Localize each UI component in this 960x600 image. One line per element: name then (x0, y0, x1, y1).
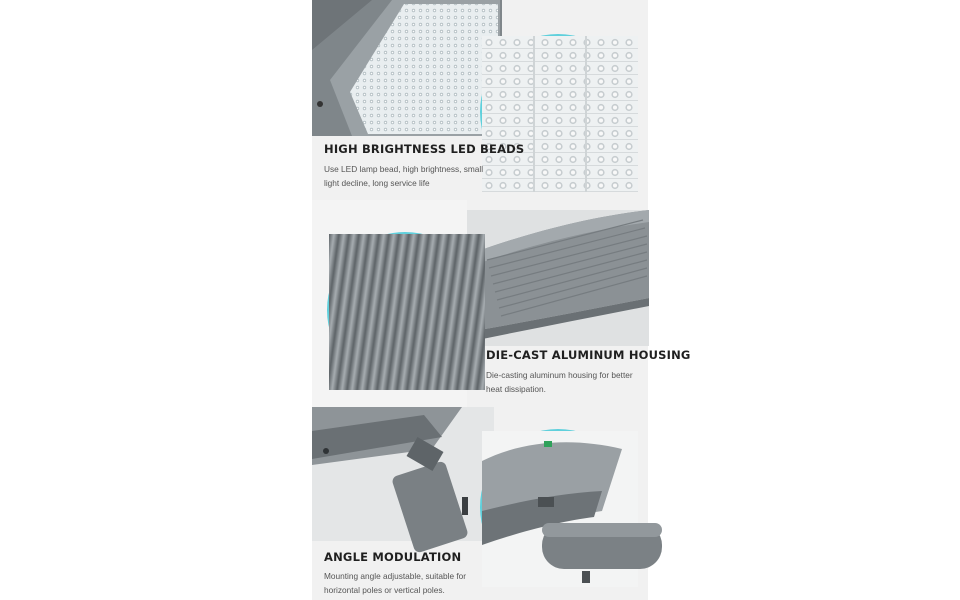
led-beads-zoom-circle (480, 34, 636, 190)
feature-title: HIGH BRIGHTNESS LED BEADS (324, 142, 525, 156)
feature-title: ANGLE MODULATION (324, 550, 462, 564)
feature-title: DIE-CAST ALUMINUM HOUSING (486, 348, 691, 362)
feature-led-beads (312, 0, 648, 200)
housing-photo (467, 210, 649, 346)
product-feature-panel (312, 0, 691, 600)
pole-mount-photo (312, 407, 494, 541)
led-lamp-photo (312, 0, 502, 136)
feature-description: Use LED lamp bead, high brightness, small light decline, long service life (324, 164, 484, 188)
feature-aluminum-housing (312, 200, 691, 407)
feature-description: Mounting angle adjustable, suitable for horizontal poles or vertical poles. (324, 571, 467, 595)
feature-description: Die-casting aluminum housing for better heat dissipation. (486, 370, 633, 394)
heatsink-zoom-circle (327, 232, 483, 388)
feature-angle-modulation (312, 407, 648, 600)
pole-mount-zoom-circle (480, 429, 636, 585)
